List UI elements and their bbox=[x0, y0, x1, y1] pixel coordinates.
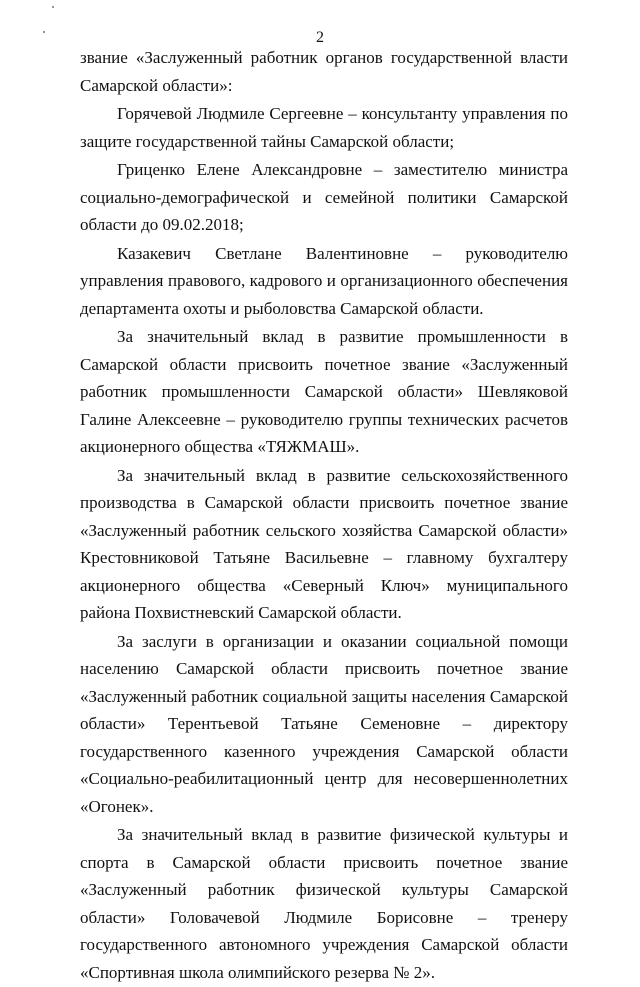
paragraph-gritsenko: Гриценко Елене Александровне – заместителю министра социально-демографической и семейной политики Самарской области до 09.02.2018; bbox=[80, 160, 568, 234]
paragraph-goryacheva: Горячевой Людмиле Сергеевне – консультанту управления по защите государственной тайны Самарской области; bbox=[80, 104, 568, 151]
scan-artifact-dot bbox=[52, 6, 54, 8]
paragraph-continuation: звание «Заслуженный работник органов государственной власти Самарской области»: bbox=[80, 48, 568, 95]
paragraph-industry-award: За значительный вклад в развитие промышленности в Самарской области присвоить почетное звание «Заслуженный работник промышленности Самарской области» Шевляковой Галине Алексеевне – руководителю группы технических расчетов акционерного общества «ТЯЖМАШ». bbox=[80, 327, 568, 456]
paragraph-social-protection-award: За заслуги в организации и оказании социальной помощи населению Самарской области присвоить почетное звание «Заслуженный работник социальной защиты населения Самарской области» Терентьевой Татьяне Семеновне – директору государственного казенного учреждения Самарской области «Социально-реабилитационный центр для несовершеннолетних «Огонек». bbox=[80, 631, 568, 816]
paragraph-agriculture-award: За значительный вклад в развитие сельскохозяйственного производства в Самарской области присвоить почетное звание «Заслуженный работник сельского хозяйства Самарской области» Крестовниковой Татьяне Васильевне – главному бухгалтеру акционерного общества «Северный Ключ» муниципального района Похвистневский Самарской области. bbox=[80, 465, 568, 622]
paragraph-kazakevich: Казакевич Светлане Валентиновне – руководителю управления правового, кадрового и организационного обеспечения департамента охоты и рыболовства Самарской области. bbox=[80, 243, 568, 318]
paragraph-sport-award: За значительный вклад в развитие физической культуры и спорта в Самарской области присвоить почетное звание «Заслуженный работник физической культуры Самарской области» Головачевой Людмиле Борисовне – тренеру государственного автономного учреждения Самарской области «Спортивная школа олимпийского резерва № 2». bbox=[80, 825, 568, 982]
document-body bbox=[80, 44, 568, 987]
page-number: 2 bbox=[316, 29, 324, 46]
